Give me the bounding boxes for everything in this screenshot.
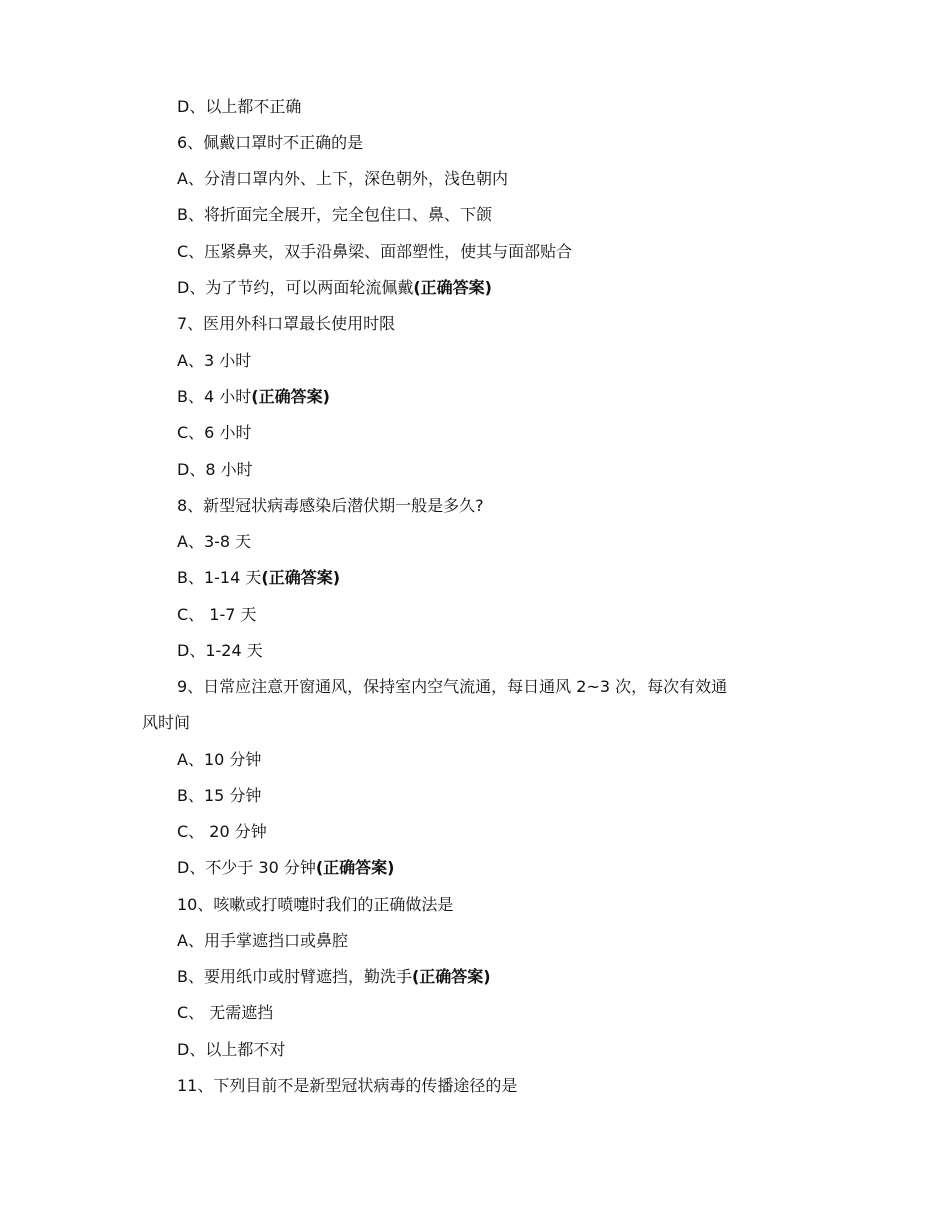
correct-answer-tag: (正确答案) — [413, 278, 492, 297]
question-line: D、8 小时 — [177, 460, 253, 479]
question-line: 7、医用外科口罩最长使用时限 — [177, 314, 396, 333]
question-line: 8、新型冠状病毒感染后潜伏期一般是多久? — [177, 496, 484, 515]
question-line: A、用手掌遮挡口或鼻腔 — [177, 931, 348, 950]
question-line: 10、咳嗽或打喷嚏时我们的正确做法是 — [177, 895, 454, 914]
question-line: B、4 小时(正确答案) — [177, 387, 330, 406]
question-line: 11、下列目前不是新型冠状病毒的传播途径的是 — [177, 1076, 518, 1095]
question-line: D、不少于 30 分钟(正确答案) — [177, 858, 395, 877]
question-line: 6、佩戴口罩时不正确的是 — [177, 133, 364, 152]
question-line: D、以上都不正确 — [177, 97, 302, 116]
correct-answer-tag: (正确答案) — [261, 568, 341, 587]
question-line: C、压紧鼻夹，双手沿鼻梁、面部塑性，使其与面部贴合 — [177, 242, 573, 261]
question-line: D、以上都不对 — [177, 1040, 286, 1059]
question-line: B、将折面完全展开，完全包住口、鼻、下颌 — [177, 205, 492, 224]
correct-answer-tag: (正确答案) — [251, 387, 330, 406]
question-line: 9、日常应注意开窗通风，保持室内空气流通，每日通风 2~3 次，每次有效通 — [177, 677, 728, 696]
question-line: A、10 分钟 — [177, 750, 262, 769]
question-line: 风时间 — [142, 713, 191, 732]
question-line: D、为了节约，可以两面轮流佩戴(正确答案) — [177, 278, 492, 297]
question-line: A、3-8 天 — [177, 532, 252, 551]
question-line: D、1-24 天 — [177, 641, 263, 660]
question-line: A、3 小时 — [177, 351, 252, 370]
question-line: C、6 小时 — [177, 423, 252, 442]
correct-answer-tag: (正确答案) — [315, 858, 395, 877]
question-line: C、 1-7 天 — [177, 605, 257, 624]
question-line: B、15 分钟 — [177, 786, 262, 805]
question-line: B、1-14 天(正确答案) — [177, 568, 341, 587]
question-line: C、 无需遮挡 — [177, 1003, 274, 1022]
question-line: C、 20 分钟 — [177, 822, 267, 841]
question-line: B、要用纸巾或肘臂遮挡，勤洗手(正确答案) — [177, 967, 491, 986]
correct-answer-tag: (正确答案) — [411, 967, 491, 986]
question-line: A、分清口罩内外、上下，深色朝外，浅色朝内 — [177, 169, 508, 188]
